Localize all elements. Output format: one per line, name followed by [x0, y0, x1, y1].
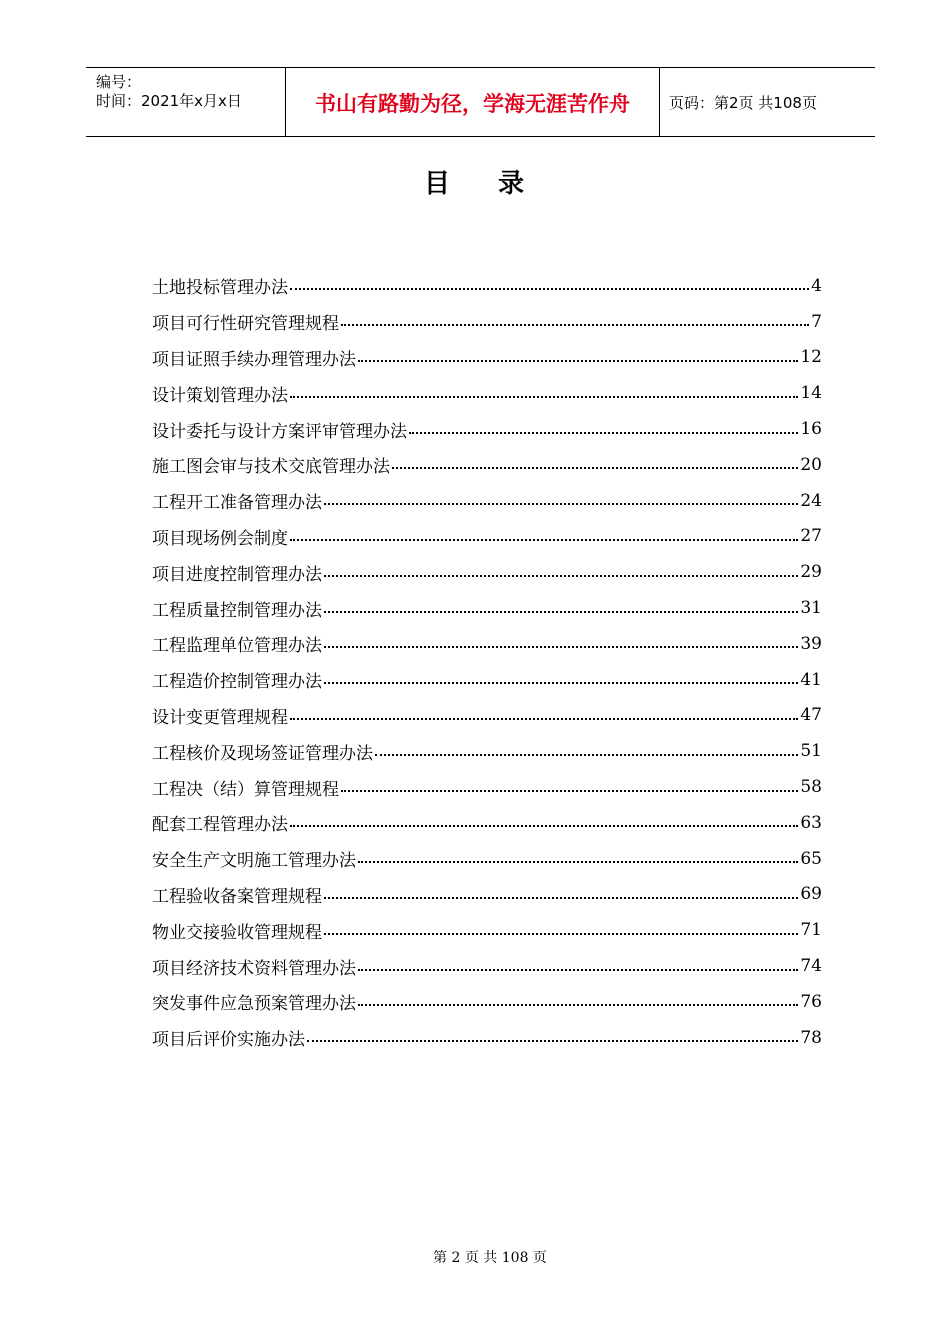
toc-entry[interactable] — [152, 769, 822, 805]
toc-entry-page: 63 — [800, 812, 822, 833]
toc-entry-title: 项目进度控制管理办法 — [152, 564, 322, 585]
toc-leader-dots — [324, 574, 798, 577]
document-time-label: 时间：2021年x月x日 — [96, 92, 242, 110]
toc-entry-title: 项目现场例会制度 — [152, 528, 288, 549]
toc-entry-page: 4 — [811, 275, 822, 296]
toc-entry-title: 项目后评价实施办法 — [152, 1030, 305, 1051]
toc-leader-dots — [290, 717, 798, 720]
toc-entry-page: 58 — [800, 777, 822, 798]
toc-leader-dots — [324, 932, 798, 935]
title-char-2: 录 — [498, 169, 527, 199]
toc-entry-title: 安全生产文明施工管理办法 — [152, 851, 356, 872]
toc-entry-title: 工程造价控制管理办法 — [152, 672, 322, 693]
toc-entry[interactable] — [152, 948, 822, 984]
toc-entry-title: 土地投标管理办法 — [152, 278, 288, 299]
toc-leader-dots — [290, 824, 798, 827]
toc-entry-title: 项目证照手续办理管理办法 — [152, 349, 356, 370]
toc-entry-page: 65 — [800, 848, 822, 869]
header-motto: 书山有路勤为径，学海无涯苦作舟 — [315, 92, 630, 116]
toc-entry-page: 12 — [800, 347, 822, 368]
toc-leader-dots — [324, 645, 798, 648]
toc-entry[interactable] — [152, 340, 822, 376]
toc-entry[interactable] — [152, 483, 822, 519]
toc-leader-dots — [341, 789, 798, 792]
toc-leader-dots — [324, 896, 798, 899]
toc-entry[interactable] — [152, 912, 822, 948]
toc-entry-page: 39 — [800, 633, 822, 654]
toc-entry[interactable] — [152, 984, 822, 1020]
toc-entry[interactable] — [152, 877, 822, 913]
header-page-info: 页码：第2页 共108页 — [669, 93, 817, 112]
toc-entry-title: 设计变更管理规程 — [152, 707, 288, 728]
toc-entry[interactable] — [152, 841, 822, 877]
toc-entry-page: 16 — [800, 419, 822, 440]
toc-entry-page: 14 — [800, 383, 822, 404]
toc-entry[interactable] — [152, 375, 822, 411]
toc-entry-page: 41 — [800, 669, 822, 690]
toc-leader-dots — [307, 1039, 798, 1042]
toc-leader-dots — [409, 431, 798, 434]
toc-entry-page: 76 — [800, 991, 822, 1012]
toc-entry[interactable] — [152, 626, 822, 662]
toc-entry-title: 物业交接验收管理规程 — [152, 922, 322, 943]
toc-entry[interactable] — [152, 554, 822, 590]
toc-entry[interactable] — [152, 805, 822, 841]
toc-entry-title: 设计策划管理办法 — [152, 385, 288, 406]
toc-leader-dots — [290, 287, 809, 290]
toc-entry-page: 69 — [800, 884, 822, 905]
toc-entry[interactable] — [152, 698, 822, 734]
header-motto-cell — [286, 68, 660, 136]
page-header — [86, 67, 875, 137]
document-number-label: 编号： — [96, 73, 142, 91]
toc-entry-page: 7 — [811, 311, 822, 332]
toc-entry-page: 20 — [800, 454, 822, 475]
toc-leader-dots — [375, 753, 798, 756]
toc-entry-page: 71 — [800, 920, 822, 941]
toc-entry[interactable] — [152, 733, 822, 769]
toc-entry[interactable] — [152, 268, 822, 304]
toc-entry-title: 项目经济技术资料管理办法 — [152, 958, 356, 979]
header-meta-cell — [86, 68, 286, 136]
toc-entry-page: 78 — [800, 1027, 822, 1048]
toc-leader-dots — [392, 466, 798, 469]
toc-entry-title: 工程核价及现场签证管理办法 — [152, 743, 373, 764]
toc-leader-dots — [358, 359, 798, 362]
header-page-cell — [660, 68, 875, 136]
toc-entry[interactable] — [152, 1020, 822, 1056]
toc-entry-title: 项目可行性研究管理规程 — [152, 314, 339, 335]
toc-entry[interactable] — [152, 411, 822, 447]
toc-entry-page: 29 — [800, 562, 822, 583]
toc-entry-title: 工程开工准备管理办法 — [152, 493, 322, 514]
toc-leader-dots — [358, 860, 798, 863]
toc-leader-dots — [358, 968, 798, 971]
toc-entry-page: 27 — [800, 526, 822, 547]
table-of-contents — [152, 268, 822, 1056]
page-footer: 第 2 页 共 108 页 — [433, 1250, 547, 1266]
toc-entry[interactable] — [152, 519, 822, 555]
toc-entry[interactable] — [152, 304, 822, 340]
toc-entry-title: 设计委托与设计方案评审管理办法 — [152, 421, 407, 442]
toc-entry-title: 工程验收备案管理规程 — [152, 886, 322, 907]
toc-entry-page: 51 — [800, 741, 822, 762]
toc-entry-page: 47 — [800, 705, 822, 726]
toc-entry-title: 配套工程管理办法 — [152, 815, 288, 836]
toc-leader-dots — [358, 1003, 798, 1006]
toc-leader-dots — [324, 502, 798, 505]
toc-entry-title: 施工图会审与技术交底管理办法 — [152, 457, 390, 478]
toc-entry[interactable] — [152, 590, 822, 626]
toc-entry-title: 突发事件应急预案管理办法 — [152, 994, 356, 1015]
toc-leader-dots — [290, 538, 798, 541]
page-title — [0, 163, 950, 200]
toc-leader-dots — [324, 681, 798, 684]
toc-leader-dots — [290, 395, 798, 398]
toc-entry[interactable] — [152, 662, 822, 698]
toc-entry-title: 工程质量控制管理办法 — [152, 600, 322, 621]
title-char-1: 目 — [423, 169, 452, 199]
toc-entry-page: 24 — [800, 490, 822, 511]
toc-entry-page: 74 — [800, 956, 822, 977]
toc-leader-dots — [324, 610, 798, 613]
toc-entry[interactable] — [152, 447, 822, 483]
toc-entry-title: 工程监理单位管理办法 — [152, 636, 322, 657]
toc-leader-dots — [341, 323, 809, 326]
toc-entry-page: 31 — [800, 598, 822, 619]
toc-entry-title: 工程决（结）算管理规程 — [152, 779, 339, 800]
